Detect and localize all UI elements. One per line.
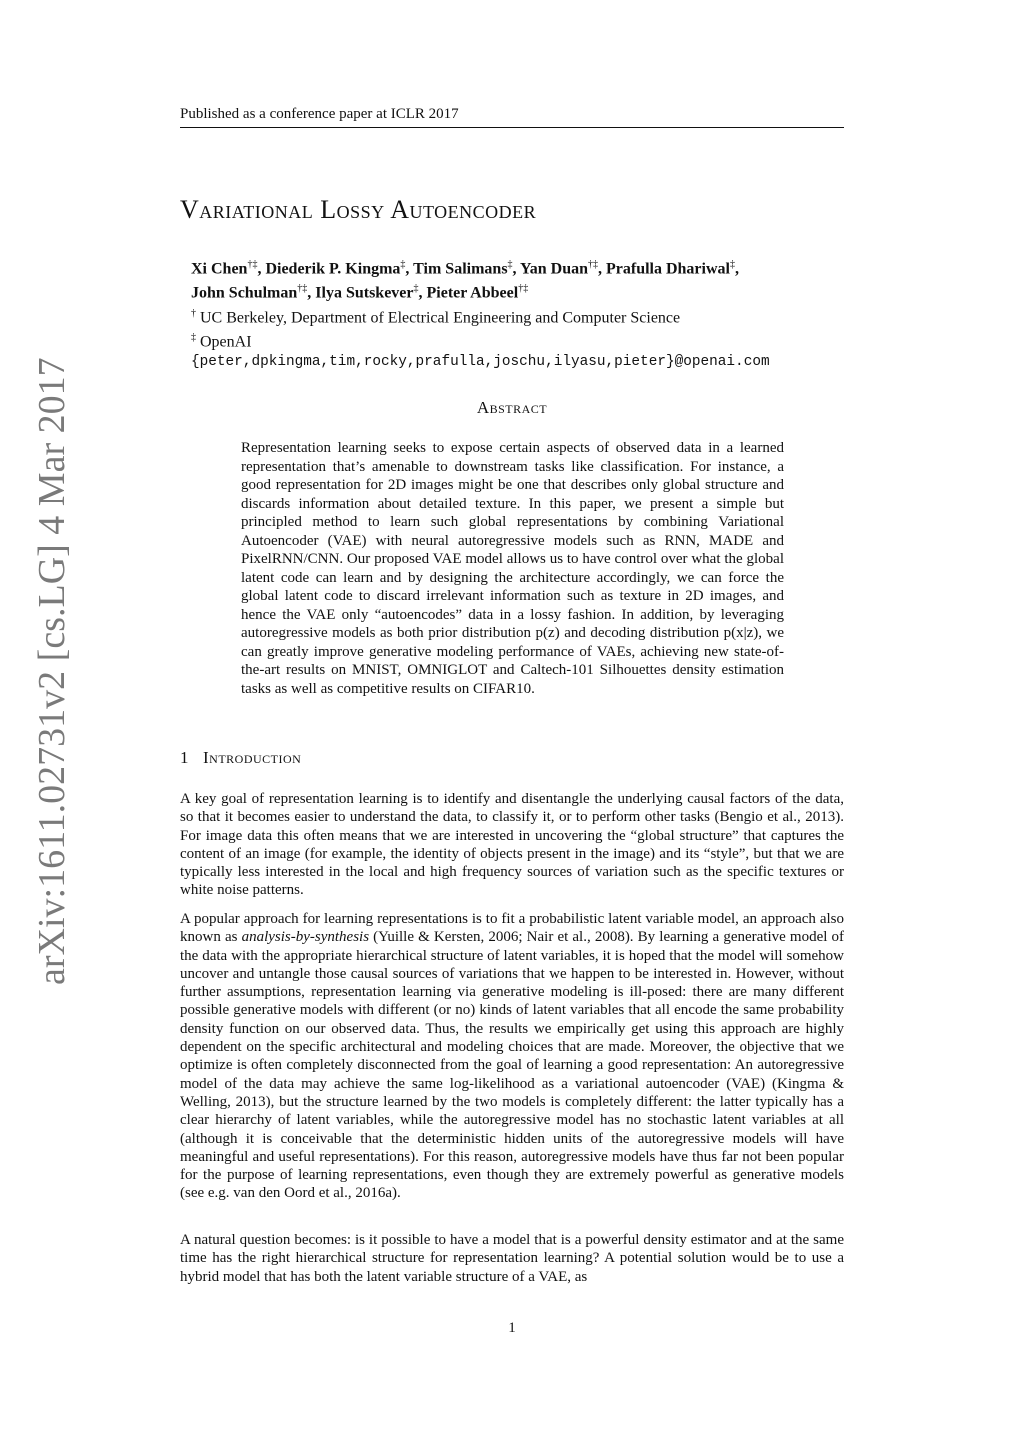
intro-paragraph-3: A natural question becomes: is it possible to have a model that is a powerful density estimator and at the same time has the right hierarchical structure for representation learning? A potential solution would be to use a hybrid model that has both the latent variable structure of a VAE, as xyxy=(180,1232,844,1285)
affiliation-berkeley xyxy=(191,304,871,328)
affiliation-marks: ‡ xyxy=(507,259,513,270)
abstract-heading: Abstract xyxy=(476,398,548,417)
affiliation-marks: †‡ xyxy=(297,283,308,295)
affiliation-marks: ‡ xyxy=(400,259,406,270)
section-number: 1 xyxy=(180,748,189,767)
affiliation-marks: ‡ xyxy=(413,283,419,295)
author-name: Ilya Sutskever xyxy=(315,284,414,302)
author-block xyxy=(191,255,871,372)
paragraph-text: A popular approach for learning representations is to fit a probabilistic latent variable model, an approach also known as xyxy=(180,911,844,946)
abstract-text: Representation learning seeks to expose certain aspects of observed data in a learned representation that’s amenable to downstream tasks like classification. For instance, a good representation for 2D images might be one that describes only global structure and discards information about detailed texture. In this paper, we present a simple but principled method to learn such global representations by combining Variational Autoencoder (VAE) with neural autoregressive models such as RNN, MADE and PixelRNN/CNN. Our proposed VAE model allows us to have control over what the global latent code can learn and by designing the architecture accordingly, we can force the global latent code to discard irrelevant information such as texture in 2D images, and hence the VAE only “autoencodes” data in a lossy fashion. In addition, by leveraging autoregressive models as both prior distribution p(z) and decoding distribution p(x|z), we can greatly improve generative modeling performance of VAEs, achieving new state-of-the-art results on MNIST, OMNIGLOT and Caltech-101 Silhouettes density estimation tasks as well as competitive results on CIFAR10. xyxy=(241,440,784,697)
author-name: Pieter Abbeel xyxy=(426,284,519,302)
section-heading-introduction xyxy=(180,748,301,768)
paragraph-text: (Yuille & Kersten, 2006; Nair et al., 2008). By learning a generative model of the data with the appropriate hierarchical structure of latent variables, it is hoped that the model will somehow uncover and untangle those causal sources of variations that we happen to be interested in. However, without further assumptions, representation learning via generative modeling is ill-posed: there are many different possible generative models with different (or no) kinds of latent variables that all encode the same probability density function on our observed data. Thus, the results we empirically get using this approach are highly dependent on the specific architectural and modeling choices that are made. Moreover, the objective that we optimize is often completely disconnected from the goal of learning a good representation: An autoregressive model of the data may achieve the same log-likelihood as a variational autoencoder (VAE) (Kingma & Welling, 2013), but the structure learned by the two models is completely different: the latter typically has a clear hierarchy of latent variables, while the autoregressive model has no stochastic latent variables at all (although it is conceivable that the deterministic hidden units of the autoregressive models will have meaningful and useful representations). For this reason, autoregressive models have thus far not been popular for the purpose of learning representations, even though they are extremely powerful as generative models (see e.g. van den Oord et al., 2016a). xyxy=(180,929,844,1202)
running-header: Published as a conference paper at ICLR 2017 xyxy=(180,105,844,128)
affiliation-openai xyxy=(191,328,871,352)
author-name: Tim Salimans xyxy=(413,260,508,278)
affiliation-mark: ‡ xyxy=(191,331,196,343)
affiliation-marks: †‡ xyxy=(247,259,258,270)
author-name: Yan Duan xyxy=(519,260,588,278)
author-name: John Schulman xyxy=(191,284,298,302)
section-title: Introduction xyxy=(203,748,302,767)
emphasized-term: analysis-by-synthesis xyxy=(241,929,370,946)
affiliation-text: UC Berkeley, Department of Electrical Engineering and Computer Science xyxy=(200,308,681,326)
affiliation-mark: † xyxy=(191,307,196,319)
page-number: 1 xyxy=(508,1320,516,1336)
author-emails: {peter,dpkingma,tim,rocky,prafulla,joschu,ilyasu,pieter}@openai.com xyxy=(191,354,770,371)
affiliation-marks: †‡ xyxy=(587,259,598,270)
author-line-1: Xi Chen†‡, Diederik P. Kingma‡, Tim Salimans‡, Yan Duan†‡, Prafulla Dhariwal‡, xyxy=(191,259,739,278)
author-name: Xi Chen xyxy=(191,260,248,278)
author-name: Diederik P. Kingma xyxy=(265,260,401,278)
intro-paragraph-2 xyxy=(180,910,844,1203)
paper-title: Variational Lossy Autoencoder xyxy=(180,195,537,224)
affiliation-marks: ‡ xyxy=(729,259,735,270)
affiliation-marks: †‡ xyxy=(518,283,529,295)
arxiv-stamp: arXiv:1611.02731v2 [cs.LG] 4 Mar 2017 xyxy=(31,357,73,985)
affiliation-text: OpenAI xyxy=(200,333,252,351)
intro-paragraph-1: A key goal of representation learning is to identify and disentangle the underlying causal factors of the data, so that it becomes easier to understand the data, to classify it, or to perform other tasks (Bengio et al., 2013). For image data this often means that we are interested in uncovering the “global structure” that captures the content of an image (for example, the identity of objects present in the image) and its “style”, but that we are typically less interested in the local and high frequency sources of variation such as the specific textures or white noise patterns. xyxy=(180,791,844,899)
author-name: Prafulla Dhariwal xyxy=(605,260,730,278)
author-line-2: John Schulman†‡, Ilya Sutskever‡, Pieter Abbeel†‡ xyxy=(191,283,529,302)
